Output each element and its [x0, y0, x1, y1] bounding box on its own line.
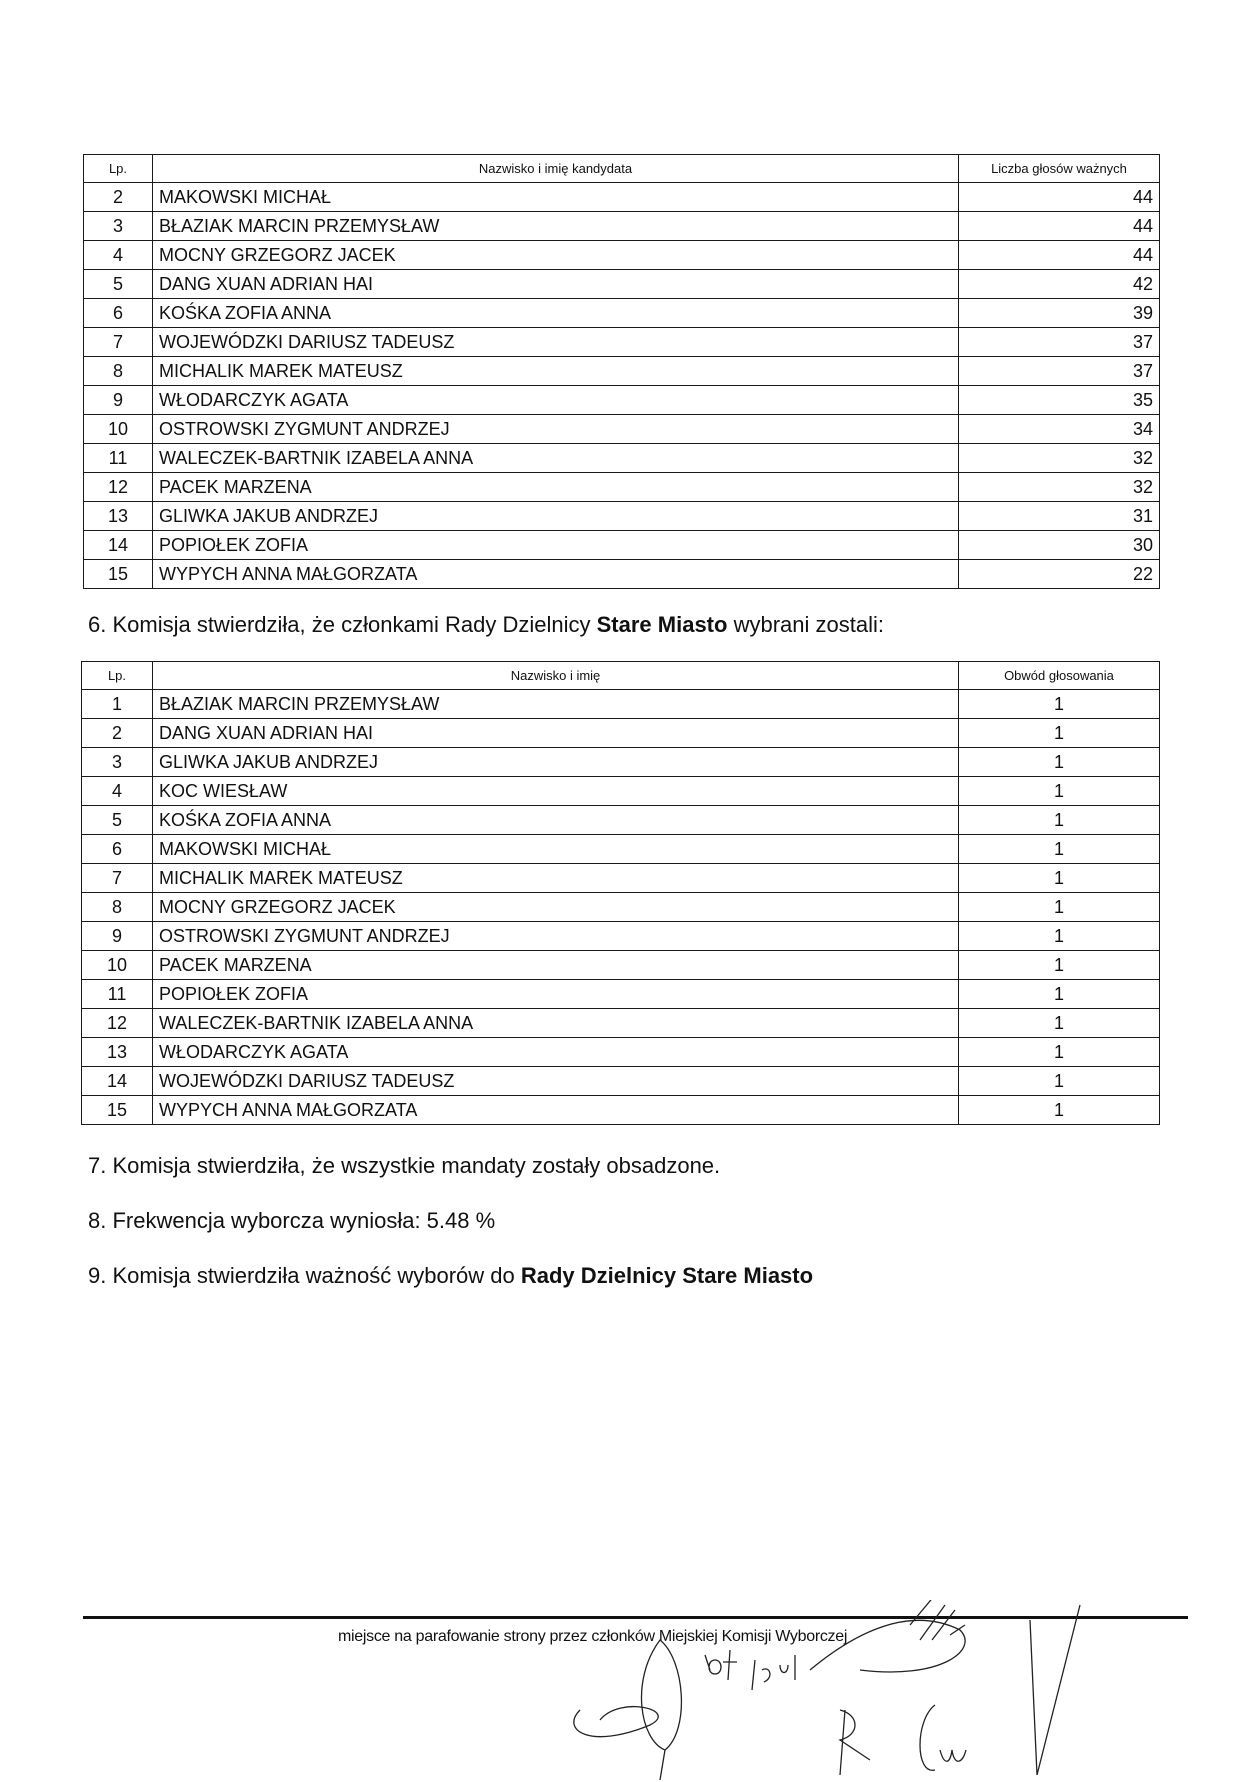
voting-district: 1: [959, 719, 1160, 748]
header-district: Obwód głosowania: [959, 662, 1160, 690]
row-number: 15: [82, 1096, 153, 1125]
footer-initials-caption: miejsce na parafowanie strony przez członków Miejskiej Komisji Wyborczej: [338, 1628, 848, 1645]
candidate-name: WYPYCH ANNA MAŁGORZATA: [153, 1096, 959, 1125]
row-number: 5: [82, 806, 153, 835]
candidate-name: MOCNY GRZEGORZ JACEK: [153, 241, 959, 270]
row-number: 15: [84, 560, 153, 589]
table-row: [84, 415, 1160, 444]
candidate-name: GLIWKA JAKUB ANDRZEJ: [153, 748, 959, 777]
row-number: 13: [84, 502, 153, 531]
valid-votes: 22: [959, 560, 1160, 589]
valid-votes: 37: [959, 357, 1160, 386]
candidate-votes-table: [83, 154, 1160, 589]
voting-district: 1: [959, 748, 1160, 777]
row-number: 4: [84, 241, 153, 270]
candidate-name: PACEK MARZENA: [153, 473, 959, 502]
candidate-name: WALECZEK-BARTNIK IZABELA ANNA: [153, 1009, 959, 1038]
voting-district: 1: [959, 922, 1160, 951]
row-number: 7: [82, 864, 153, 893]
valid-votes: 32: [959, 473, 1160, 502]
voting-district: 1: [959, 1038, 1160, 1067]
row-number: 14: [82, 1067, 153, 1096]
row-number: 10: [82, 951, 153, 980]
row-number: 11: [84, 444, 153, 473]
section-6-district: Stare Miasto: [596, 612, 728, 637]
section-8-turnout: 8. Frekwencja wyborcza wyniosła: 5.48 %: [88, 1208, 496, 1233]
candidate-name: POPIOŁEK ZOFIA: [153, 531, 959, 560]
header-name: Nazwisko i imię kandydata: [153, 155, 959, 183]
section-9-council: Rady Dzielnicy Stare Miasto: [520, 1263, 814, 1288]
voting-district: 1: [959, 980, 1160, 1009]
candidate-name: PACEK MARZENA: [153, 951, 959, 980]
header-votes: Liczba głosów ważnych: [959, 155, 1160, 183]
valid-votes: 31: [959, 502, 1160, 531]
row-number: 3: [82, 748, 153, 777]
table-row: [84, 183, 1160, 212]
voting-district: 1: [959, 951, 1160, 980]
row-number: 2: [82, 719, 153, 748]
section-6-prefix: 6. Komisja stwierdziła, że członkami Rady Dzielnicy: [88, 612, 597, 637]
candidate-name: WALECZEK-BARTNIK IZABELA ANNA: [153, 444, 959, 473]
row-number: 10: [84, 415, 153, 444]
table-row: [84, 560, 1160, 589]
table-row: [84, 270, 1160, 299]
candidate-name: DANG XUAN ADRIAN HAI: [153, 270, 959, 299]
row-number: 2: [84, 183, 153, 212]
table-row: [84, 212, 1160, 241]
voting-district: 1: [959, 777, 1160, 806]
table-row: [84, 444, 1160, 473]
candidate-name: MICHALIK MAREK MATEUSZ: [153, 864, 959, 893]
row-number: 11: [82, 980, 153, 1009]
table-row: [84, 386, 1160, 415]
row-number: 1: [82, 690, 153, 719]
table-row: [82, 1009, 1160, 1038]
table-row: [84, 502, 1160, 531]
table-row: [82, 951, 1160, 980]
row-number: 9: [84, 386, 153, 415]
candidate-name: WŁODARCZYK AGATA: [153, 1038, 959, 1067]
row-number: 6: [82, 835, 153, 864]
row-number: 13: [82, 1038, 153, 1067]
table-row: [82, 1038, 1160, 1067]
table-row: [82, 806, 1160, 835]
row-number: 8: [82, 893, 153, 922]
voting-district: 1: [959, 690, 1160, 719]
row-number: 8: [84, 357, 153, 386]
candidate-name: MAKOWSKI MICHAŁ: [153, 183, 959, 212]
valid-votes: 30: [959, 531, 1160, 560]
candidate-name: MAKOWSKI MICHAŁ: [153, 835, 959, 864]
voting-district: 1: [959, 893, 1160, 922]
candidate-name: OSTROWSKI ZYGMUNT ANDRZEJ: [153, 922, 959, 951]
valid-votes: 44: [959, 212, 1160, 241]
row-number: 12: [84, 473, 153, 502]
candidate-name: POPIOŁEK ZOFIA: [153, 980, 959, 1009]
row-number: 4: [82, 777, 153, 806]
candidate-name: GLIWKA JAKUB ANDRZEJ: [153, 502, 959, 531]
section-6-suffix: wybrani zostali:: [727, 612, 884, 637]
voting-district: 1: [959, 806, 1160, 835]
table-row: [82, 980, 1160, 1009]
table-row: [84, 531, 1160, 560]
elected-members-table: [81, 661, 1160, 1125]
candidate-name: MICHALIK MAREK MATEUSZ: [153, 357, 959, 386]
header-lp: Lp.: [82, 662, 153, 690]
table-header-row: [82, 662, 1160, 690]
handwritten-signatures-icon: [540, 1600, 1240, 1782]
voting-district: 1: [959, 1009, 1160, 1038]
valid-votes: 44: [959, 241, 1160, 270]
candidate-name: OSTROWSKI ZYGMUNT ANDRZEJ: [153, 415, 959, 444]
row-number: 14: [84, 531, 153, 560]
voting-district: 1: [959, 1067, 1160, 1096]
table-row: [82, 748, 1160, 777]
table-row: [82, 893, 1160, 922]
section-7: 7. Komisja stwierdziła, że wszystkie mandaty zostały obsadzone.: [88, 1153, 721, 1178]
row-number: 6: [84, 299, 153, 328]
table-row: [82, 835, 1160, 864]
row-number: 3: [84, 212, 153, 241]
candidate-name: WOJEWÓDZKI DARIUSZ TADEUSZ: [153, 328, 959, 357]
candidate-name: WYPYCH ANNA MAŁGORZATA: [153, 560, 959, 589]
table-row: [82, 922, 1160, 951]
valid-votes: 35: [959, 386, 1160, 415]
table-header-row: [84, 155, 1160, 183]
table-row: [84, 473, 1160, 502]
candidate-name: BŁAZIAK MARCIN PRZEMYSŁAW: [153, 212, 959, 241]
candidate-name: KOC WIESŁAW: [153, 777, 959, 806]
table-row: [82, 864, 1160, 893]
table-row: [82, 719, 1160, 748]
row-number: 12: [82, 1009, 153, 1038]
candidate-name: KOŚKA ZOFIA ANNA: [153, 806, 959, 835]
voting-district: 1: [959, 1096, 1160, 1125]
table-row: [82, 777, 1160, 806]
voting-district: 1: [959, 864, 1160, 893]
valid-votes: 37: [959, 328, 1160, 357]
table-row: [82, 690, 1160, 719]
valid-votes: 44: [959, 183, 1160, 212]
candidate-name: WŁODARCZYK AGATA: [153, 386, 959, 415]
row-number: 5: [84, 270, 153, 299]
valid-votes: 32: [959, 444, 1160, 473]
table-row: [84, 357, 1160, 386]
table-row: [84, 299, 1160, 328]
section-6-heading: [88, 612, 884, 638]
table-row: [84, 241, 1160, 270]
valid-votes: 42: [959, 270, 1160, 299]
table-row: [84, 328, 1160, 357]
candidate-name: DANG XUAN ADRIAN HAI: [153, 719, 959, 748]
valid-votes: 34: [959, 415, 1160, 444]
table-row: [82, 1067, 1160, 1096]
row-number: 9: [82, 922, 153, 951]
table-row: [82, 1096, 1160, 1125]
section-9-prefix: 9. Komisja stwierdziła ważność wyborów do: [88, 1263, 521, 1288]
voting-district: 1: [959, 835, 1160, 864]
section-9: [88, 1263, 813, 1289]
candidate-name: WOJEWÓDZKI DARIUSZ TADEUSZ: [153, 1067, 959, 1096]
valid-votes: 39: [959, 299, 1160, 328]
candidate-name: MOCNY GRZEGORZ JACEK: [153, 893, 959, 922]
header-name: Nazwisko i imię: [153, 662, 959, 690]
row-number: 7: [84, 328, 153, 357]
candidate-name: KOŚKA ZOFIA ANNA: [153, 299, 959, 328]
header-lp: Lp.: [84, 155, 153, 183]
candidate-name: BŁAZIAK MARCIN PRZEMYSŁAW: [153, 690, 959, 719]
